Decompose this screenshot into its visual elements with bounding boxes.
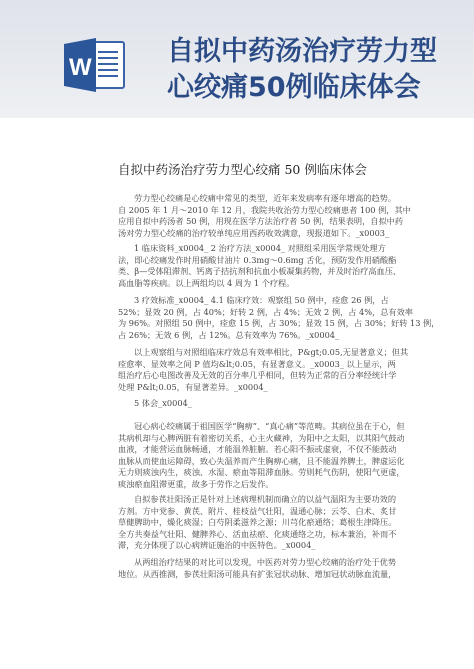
paragraph-line: 5 体会_x0004_	[134, 398, 192, 408]
document-title: 自拟中药汤治疗劳力型心绞痛 50 例临床体会	[118, 162, 367, 177]
paragraph-line: 方剂。方中党参、黄芪、附片、桂枝益气壮阳，温通心脉；云苓、白术、炙甘	[118, 505, 397, 516]
paragraph-line: 处理 P&lt;0.05，有显著差异。_x0004_	[118, 381, 268, 392]
paragraph-line: 类、β—受体阻滞剂、钙离子拮抗剂和抗血小板凝集药物，并及时治疗高血压、	[118, 266, 402, 277]
paragraph	[118, 421, 405, 491]
paragraph-line: 滞，充分体现了以心病辨证施治的中医特色。_x0004_	[118, 540, 316, 551]
paragraph-line: 高血脂等疾病。以上两组均以 4 周为 1 个疗程。	[118, 277, 295, 288]
paragraph	[118, 494, 397, 552]
paragraph-line: 地位。从西推测，参芪壮阳汤可能具有扩张冠状动脉、增加冠状动脉血流量，	[118, 568, 397, 579]
paragraph-line: 血液，才能营运血脉畅通，才能温养脏腑。若心阳不振或虚衰，不仅不能鼓动	[118, 444, 397, 455]
paragraph-line: 汤对劳力型心绞痛的治疗较单纯应用西药收效满意，现报道如下。_x0003_	[118, 227, 390, 238]
banner	[0, 0, 474, 118]
paragraph-line: 血脉从而使血运障碍，致心失温养而产生胸痹心痛，且不能温养脾土，脾虚运化	[118, 455, 405, 466]
paragraph-line: 痊愈率、显效率之间 P 值均&lt;0.05，有显著意义。_x0003_ 以上显示，两	[118, 358, 396, 369]
banner-title-line-1: 自拟中药汤治疗劳力型	[167, 36, 437, 67]
paragraph-line: 从两组治疗结果的对比可以发现，中医药对劳力型心绞痛的治疗处于优势	[134, 557, 397, 567]
paragraph-line: 无力则痰浊内生，痰浊、水湿、瘀血等阻滞血脉。劳则耗气伤阴，使阳气更虚，	[118, 467, 405, 478]
paragraph	[118, 193, 411, 239]
word-document-icon	[62, 38, 128, 92]
paragraph-line: 占 26%；无效 6 例，占 12%。总有效率为 76%。_x0004_	[118, 329, 340, 340]
banner-title	[167, 34, 467, 106]
paragraph-line: 1 临床资料_x0004_ 2 治疗方法_x0004_ 对照组采用医学常规处理方	[134, 243, 386, 253]
paragraph-line: 3 疗效标准_x0004_ 4.1 临床疗效：观察组 50 例中，痊愈 26 例，占	[134, 295, 389, 305]
paragraph-line: 草健脾助中，燥化痰湿；白芍阴柔滋养之源；川芎化瘀通络；葛根生津降压。	[118, 517, 397, 528]
paragraph	[118, 243, 402, 289]
paragraph-line: 组治疗后心电图改善及无效的百分率几乎相同，但转为正常的百分率经统计学	[118, 370, 397, 381]
paragraph-line: 痰浊瘀血阻滞更重，故多于劳作之后发作。	[118, 478, 274, 489]
word-icon-letter: W	[69, 54, 92, 81]
paragraph-line: 应用自拟中药汤者 50 例，用现在医学方法治疗者 50 例，结果表明，自拟中药	[118, 216, 404, 227]
paragraph	[118, 398, 358, 410]
paragraph	[118, 557, 397, 580]
paragraph-line: 为 96%。对照组 50 例中，痊愈 15 例，占 30%；显效 15 例，占 30%；好转 13 例，	[118, 318, 440, 329]
paragraph	[118, 347, 409, 393]
paragraph	[118, 295, 440, 341]
paragraph-line: 自 2005 年 1 月～2010 年 12 月，我院共收治劳力型心绞痛患者 100 例，其中	[118, 204, 411, 215]
paragraph-line: 全方共奏益气壮阳、健脾养心、活血祛瘀、化痰通络之功，标本兼治，补而不	[118, 528, 397, 539]
paragraph-line: 52%；显效 20 例，占 40%；好转 2 例，占 4%；无效 2 例，占 4%，总有效率	[118, 306, 413, 317]
paragraph-line: 以上观察组与对照组临床疗效总有效率相比，P&gt;0.05,无显著意义；但其	[134, 347, 409, 357]
paragraph-line: 其病机却与心脾两脏有着密切关系，心主火藏神，为阳中之太阳，以其阳气鼓动	[118, 432, 405, 443]
paragraph-line: 劳力型心绞痛是心绞痛中常见的类型，近年来发病率有逐年增高的趋势。	[134, 193, 397, 203]
paragraph-line: 冠心病心绞痛属于祖国医学“胸痹”、“真心痛”等范畴。其病位虽在于心，但	[134, 421, 405, 431]
paragraph-line: 法，即心绞痛发作时用硝酸甘油片 0.3mg～0.6mg 舌化，预防发作用硝酸酯	[118, 254, 397, 265]
banner-title-line-2: 心绞痛50例临床体会	[167, 72, 421, 103]
paragraph-line: 自拟参芪壮阳汤正是针对上述病理机制而确立的以益气温阳为主要功效的	[134, 494, 397, 504]
